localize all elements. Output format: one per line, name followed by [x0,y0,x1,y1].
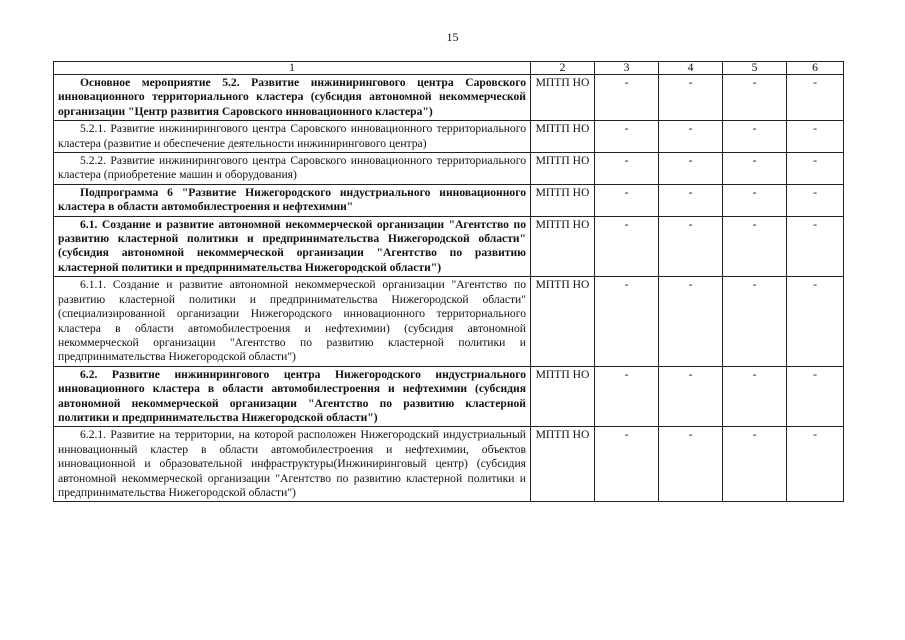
program-table [53,61,844,502]
table-header-row [54,62,844,75]
row-description [54,216,531,277]
table-row [54,121,844,153]
row-value-col3: - [595,277,659,366]
row-value-col3: - [595,216,659,277]
row-description-text: Основное мероприятие 5.2. Развитие инжинирингового центра Саровского инновационного территориального кластера (субсидия автономной некоммерческой организации "Центр развития Саровского инновационного кластера") [58,76,526,118]
page-number: 15 [446,30,459,44]
row-value-col4: - [659,216,723,277]
table-row [54,427,844,502]
column-header-1: 1 [54,62,531,75]
row-value-col3: - [595,75,659,121]
row-description [54,366,531,427]
row-value-col6: - [787,184,844,216]
row-value-col3: - [595,184,659,216]
row-value-col6: - [787,121,844,153]
row-value-col6: - [787,277,844,366]
row-executor-code: МПТП НО [531,153,595,185]
row-description-text: Подпрограмма 6 "Развитие Нижегородского индустриального инновационного кластера в области автомобилестроения и нефтехимии" [58,185,526,214]
row-value-col5: - [723,277,787,366]
table-row [54,216,844,277]
row-description [54,184,531,216]
row-executor-code: МПТП НО [531,366,595,427]
table-row [54,184,844,216]
row-executor-code: МПТП НО [531,216,595,277]
row-value-col4: - [659,184,723,216]
row-value-col4: - [659,277,723,366]
row-description-text: 6.2. Развитие инжинирингового центра Нижегородского индустриального инновационного кластера в области автомобилестроения и нефтехимии (субсидия автономной некоммерческой организации "Агентство по развитию кластерной политики и предпринимательства Нижегородской области") [58,367,526,424]
row-value-col4: - [659,427,723,502]
row-value-col4: - [659,366,723,427]
row-value-col6: - [787,216,844,277]
row-value-col3: - [595,121,659,153]
row-value-col3: - [595,153,659,185]
row-description [54,121,531,153]
row-executor-code: МПТП НО [531,121,595,153]
row-description-text: 5.2.2. Развитие инжинирингового центра Саровского инновационного территориального кластера (приобретение машин и оборудования) [58,154,526,182]
row-value-col6: - [787,366,844,427]
row-value-col5: - [723,216,787,277]
row-description-text: 6.2.1. Развитие на территории, на которой расположен Нижегородский индустриальный инновационный кластер в области автомобилестроения и нефтехимии, объектов инновационной и образовательной инфраструктуры(Инжиниринговый центр) (субсидия автономной некоммерческой организации "Агентство по развитию кластерной политики и предпринимательства Нижегородской области") [58,428,526,499]
row-description [54,277,531,366]
row-executor-code: МПТП НО [531,427,595,502]
row-value-col3: - [595,366,659,427]
row-value-col4: - [659,153,723,185]
column-header-2: 2 [531,62,595,75]
column-header-5: 5 [723,62,787,75]
row-value-col4: - [659,121,723,153]
row-value-col5: - [723,184,787,216]
row-value-col6: - [787,427,844,502]
row-value-col6: - [787,75,844,121]
table-row [54,75,844,121]
row-description-text: 5.2.1. Развитие инжинирингового центра Саровского инновационного территориального кластера (развитие и обеспечение деятельности инжинирингового центра) [58,122,526,150]
row-value-col6: - [787,153,844,185]
row-value-col3: - [595,427,659,502]
row-executor-code: МПТП НО [531,184,595,216]
table-row [54,366,844,427]
row-description [54,153,531,185]
column-header-6: 6 [787,62,844,75]
column-header-4: 4 [659,62,723,75]
row-value-col4: - [659,75,723,121]
row-description [54,427,531,502]
row-description-text: 6.1.1. Создание и развитие автономной некоммерческой организации "Агентство по развитию кластерной политики и предпринимательства Нижегородской области" (специализированной организации Нижегородского инновационного территориального кластера в области автомобилестроения и нефтехимии) (субсидия автономной некоммерческой организации "Агентство по развитию кластерной политики и предпринимательства Нижегородской области") [58,278,526,364]
row-executor-code: МПТП НО [531,277,595,366]
row-value-col5: - [723,75,787,121]
table-row [54,277,844,366]
column-header-3: 3 [595,62,659,75]
table-row [54,153,844,185]
table-body [54,75,844,502]
row-value-col5: - [723,153,787,185]
row-executor-code: МПТП НО [531,75,595,121]
row-value-col5: - [723,427,787,502]
row-description-text: 6.1. Создание и развитие автономной некоммерческой организации "Агентство по развитию кластерной политики и предпринимательства Нижегородской области" (субсидия автономной некоммерческой организации "Агентство по развитию кластерной политики и предпринимательства Нижегородской области") [58,217,526,274]
row-description [54,75,531,121]
row-value-col5: - [723,121,787,153]
row-value-col5: - [723,366,787,427]
